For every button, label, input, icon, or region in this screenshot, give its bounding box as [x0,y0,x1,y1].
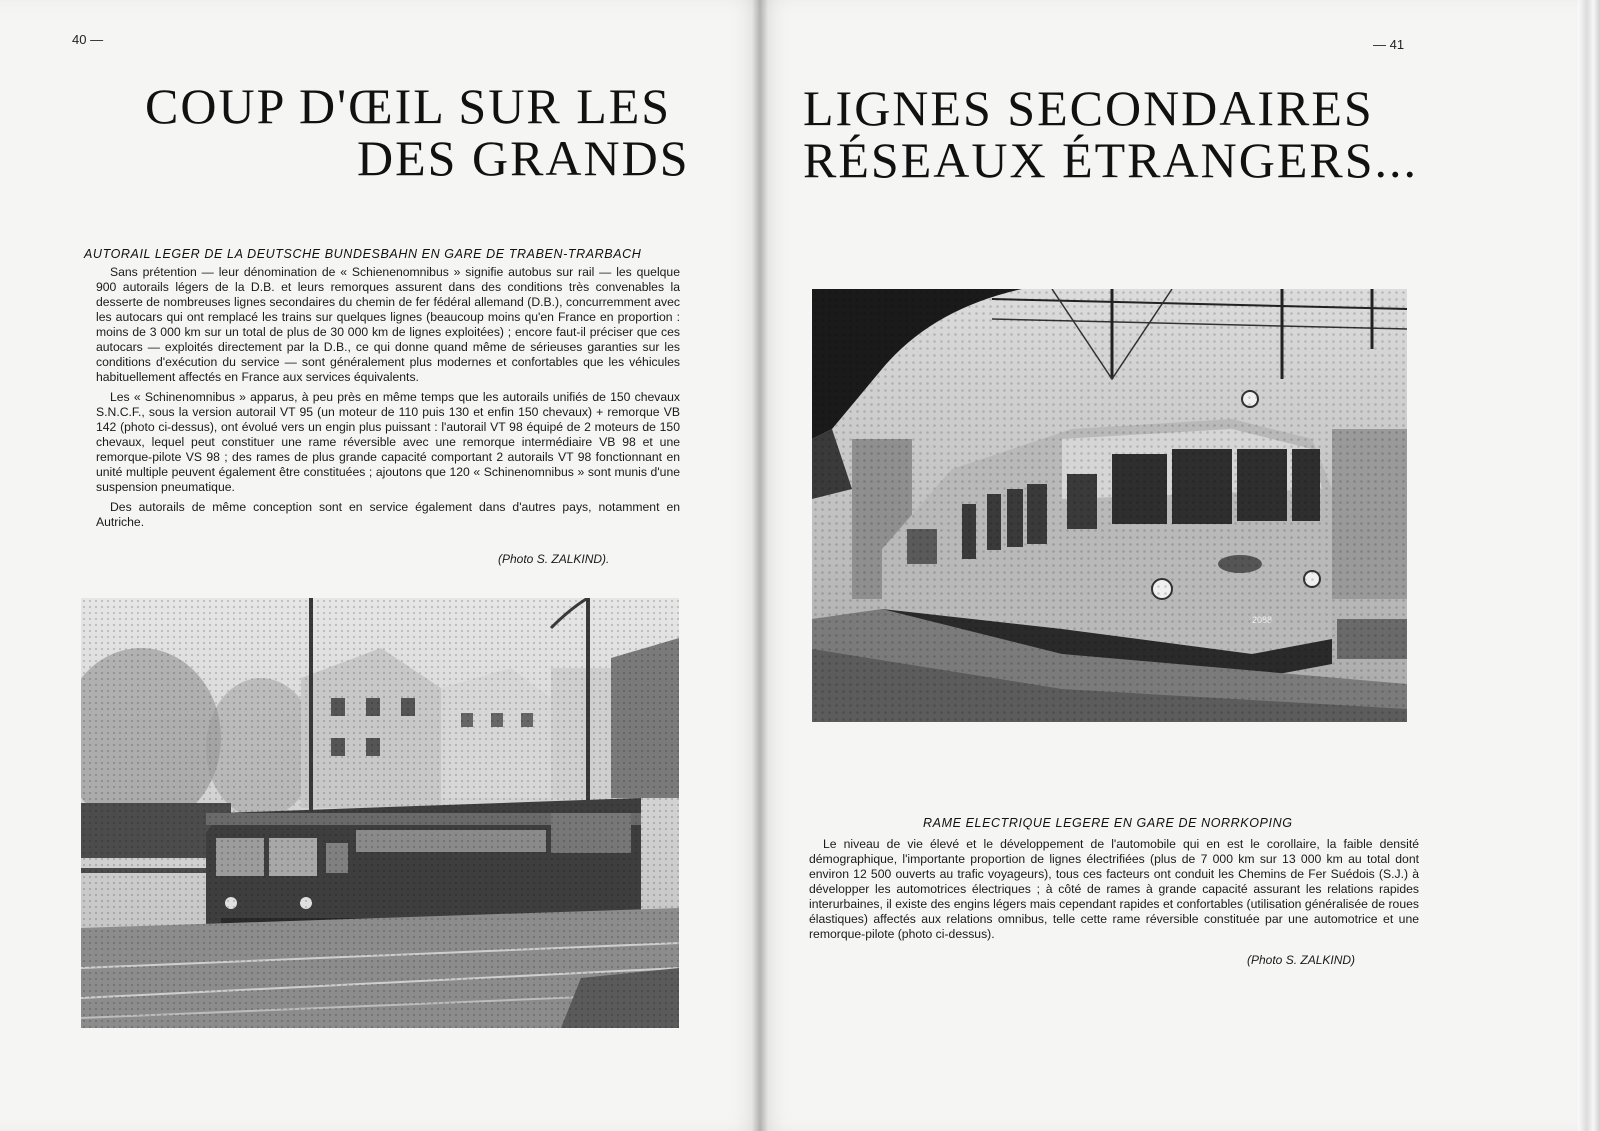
right-article-body [809,837,1419,947]
left-paragraph-2: Les « Schinenomnibus » apparus, à peu près en même temps que les autorails unifiés de 150 chevaux S.N.C.F., sous la version autorail VT 95 (un moteur de 110 puis 130 et enfin 150 chevaux) + remorque VB 142 (photo ci-dessus), ont évolué vers un engin plus puissant : l'autorail VT 98 équipé de 2 moteurs de 150 chevaux, lequel peut constituer une rame réversible avec une remorque intermédiaire VB 98 et une remorque-pilote VS 98 ; des rames de plus grande capacité comportant 2 autorails VT 98 fonctionnant en unité multiple peuvent également être constituées ; ajoutons que 120 « Schinenomnibus » sont munis d'une suspension pneumatique. [96,390,680,494]
left-caption: AUTORAIL LEGER DE LA DEUTSCHE BUNDESBAHN EN GARE DE TRABEN-TRARBACH [84,247,642,261]
left-article-body [96,265,680,535]
right-photo-electric-unit [812,289,1407,722]
left-photo-credit: (Photo S. ZALKIND). [498,552,610,566]
right-page-number: — 41 [1373,37,1405,52]
electric-unit-photo-drawing [812,289,1407,722]
left-page-number: 40 — [72,32,104,47]
railcar-photo-drawing [81,598,679,1028]
right-photo-credit: (Photo S. ZALKIND) [1247,953,1356,967]
right-caption: RAME ELECTRIQUE LEGERE EN GARE DE NORRKOPING [923,816,1293,830]
left-photo-railcar [81,598,679,1028]
page-edge [1578,0,1600,1131]
left-title-line2: DES GRANDS [357,130,690,186]
right-paragraph: Le niveau de vie élevé et le développement de l'automobile qui en est le corollaire, la faible densité démographique, l'importante proportion de lignes électrifiées (plus de 7 000 km sur 13 000 km au total dont environ 12 500 ouverts au trafic voyageurs), tous ces facteurs ont conduit les Chemins de Fer Suédois (S.J.) à développer les automotrices électriques ; à côté de rames à grande capacité assurant les relations rapides interurbaines, il existe des engins légers mais cependant rapides et confortables (utilisation généralisée de roues élastiques) affectés aux relations omnibus, telle cette rame réversible constituée par une automotrice et une remorque-pilote (photo ci-dessus). [809,837,1419,941]
book-gutter [752,0,768,1131]
right-title-line1: LIGNES SECONDAIRES [803,80,1374,136]
left-paragraph-1: Sans prétention — leur dénomination de « Schienenomnibus » signifie autobus sur rail — les quelque 900 autorails légers de la D.B. et leurs remorques assurent dans des conditions très convenables la desserte de nombreuses lignes secondaires du chemin de fer fédéral allemand (D.B.), concurremment avec les autocars qui ont remplacé les trains sur quelques lignes (beaucoup moins qu'en France en proportion : moins de 3 000 km sur un total de plus de 30 000 km de lignes exploitées) ; encore faut-il préciser que ces autocars — exploités directement par la D.B., ce qui donne quand même de sérieuses garanties sur les conditions d'exécution du service — sont généralement plus modernes et confortables que les véhicules habituellement affectés en France aux services équivalents. [96,265,680,384]
left-title-line1: COUP D'ŒIL SUR LES [145,78,672,134]
left-paragraph-3: Des autorails de même conception sont en service également dans d'autres pays, notamment en Autriche. [96,500,680,529]
right-title-line2: RÉSEAUX ÉTRANGERS... [803,132,1419,188]
